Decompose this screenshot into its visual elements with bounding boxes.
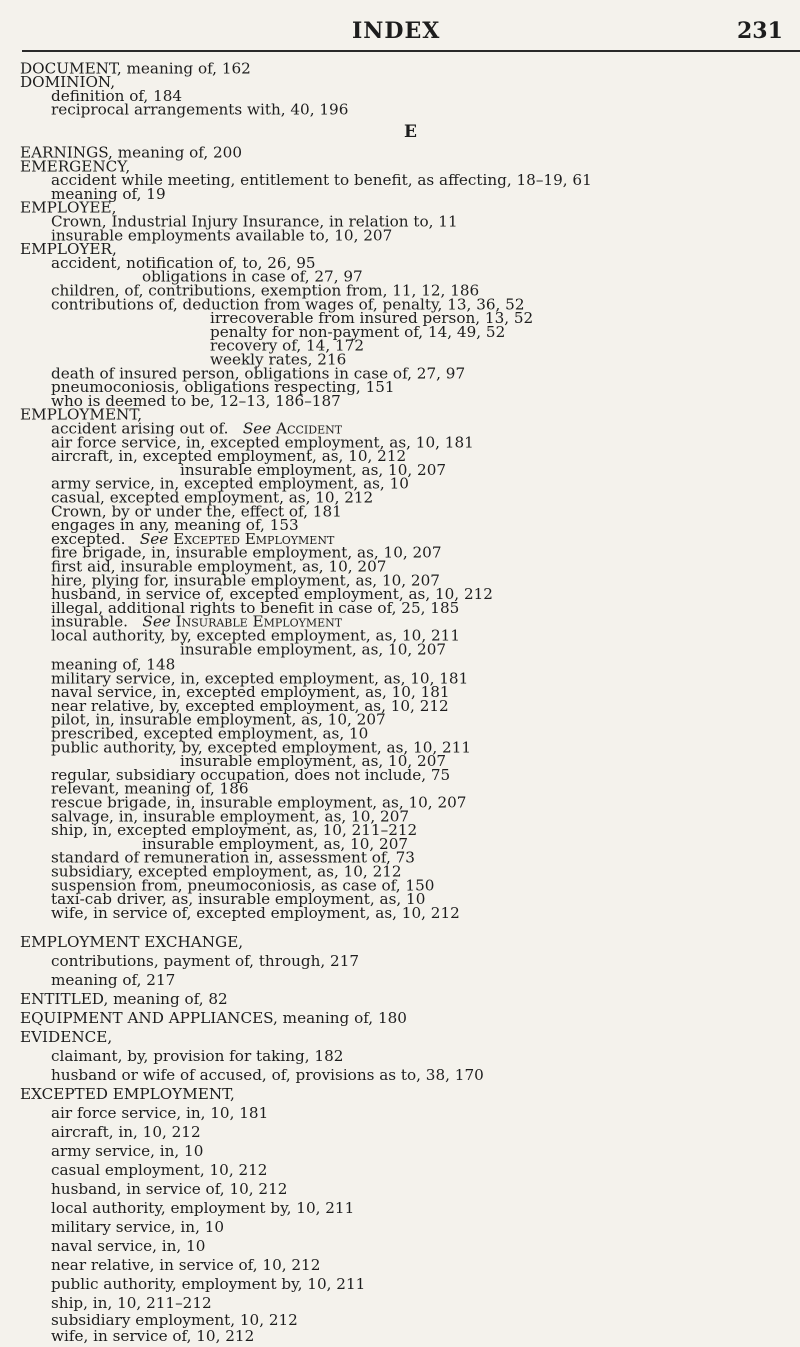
index-subentry: insurable employments available to, 10, 207 xyxy=(51,226,393,245)
index-subentry: Crown, Industrial Injury Insurance, in relation to, 11 xyxy=(51,212,458,231)
index-subentry: standard of remuneration in, assessment of, 73 xyxy=(51,848,415,867)
index-subentry: naval service, in, 10 xyxy=(51,1237,206,1255)
index-subentry: casual, excepted employment, as, 10, 212 xyxy=(51,488,374,507)
index-subentry: death of insured person, obligations in case of, 27, 97 xyxy=(51,364,466,383)
index-subentry: insurable employment, as, 10, 207 xyxy=(180,460,447,479)
index-subentry: contributions, payment of, through, 217 xyxy=(51,952,360,970)
index-subentry: ship, in, 10, 211–212 xyxy=(51,1294,212,1312)
index-subentry: aircraft, in, excepted employment, as, 10, 212 xyxy=(51,447,407,466)
index-heading: EMPLOYEE, xyxy=(20,198,117,217)
index-subentry: air force service, in, excepted employment, as, 10, 181 xyxy=(51,433,474,452)
index-subentry: husband, in service of, excepted employment, as, 10, 212 xyxy=(51,585,493,604)
header-rule xyxy=(22,50,800,52)
index-subentry: penalty for non-payment of, 14, 49, 52 xyxy=(210,322,506,341)
section-letter: E xyxy=(404,121,417,142)
index-subentry: subsidiary, excepted employment, as, 10, 212 xyxy=(51,862,402,881)
index-subentry: pneumoconiosis, obligations respecting, 151 xyxy=(51,378,395,397)
entry-text: insurable. xyxy=(51,612,128,631)
index-subentry: salvage, in, insurable employment, as, 10, 207 xyxy=(51,807,410,826)
index-subentry: local authority, employment by, 10, 211 xyxy=(51,1199,355,1217)
index-subentry: Crown, by or under the, effect of, 181 xyxy=(51,502,342,521)
index-subentry: husband, in service of, 10, 212 xyxy=(51,1180,288,1198)
index-subentry: recovery of, 14, 172 xyxy=(210,336,364,355)
index-subentry: who is deemed to be, 12–13, 186–187 xyxy=(51,391,341,410)
index-subentry: local authority, by, excepted employment, as, 10, 211 xyxy=(51,626,460,645)
index-subentry: near relative, by, excepted employment, as, 10, 212 xyxy=(51,696,449,715)
index-subentry: obligations in case of, 27, 97 xyxy=(142,267,363,286)
index-heading: EVIDENCE, xyxy=(20,1028,113,1046)
index-subentry: irrecoverable from insured person, 13, 52 xyxy=(210,309,534,328)
index-subentry: pilot, in, insurable employment, as, 10, 207 xyxy=(51,710,386,729)
index-subentry: fire brigade, in, insurable employment, as, 10, 207 xyxy=(51,543,442,562)
entry-text: accident arising out of. xyxy=(51,419,229,438)
index-subentry: military service, in, excepted employment, as, 10, 181 xyxy=(51,669,469,688)
see-reference: See xyxy=(242,419,272,438)
index-subentry: casual employment, 10, 212 xyxy=(51,1161,268,1179)
index-subentry: relevant, meaning of, 186 xyxy=(51,779,249,798)
index-subentry: wife, in service of, 10, 212 xyxy=(51,1327,255,1345)
index-heading: DOCUMENT, meaning of, 162 xyxy=(20,59,251,78)
index-subentry: aircraft, in, 10, 212 xyxy=(51,1123,201,1141)
index-subentry: definition of, 184 xyxy=(51,86,183,105)
index-heading: EMPLOYMENT EXCHANGE, xyxy=(20,933,244,951)
index-subentry: insurable employment, as, 10, 207 xyxy=(142,834,409,853)
index-subentry: meaning of, 148 xyxy=(51,655,176,674)
index-heading: EQUIPMENT AND APPLIANCES, meaning of, 180 xyxy=(20,1009,407,1027)
index-subentry: army service, in, 10 xyxy=(51,1142,204,1160)
index-subentry: illegal, additional rights to benefit in case of, 25, 185 xyxy=(51,598,460,617)
index-subentry: naval service, in, excepted employment, as, 10, 181 xyxy=(51,683,450,702)
index-subentry: insurable employment, as, 10, 207 xyxy=(180,640,447,659)
cross-reference: Insurable Employment xyxy=(175,612,343,631)
page-number: 231 xyxy=(737,18,783,44)
see-reference: See xyxy=(142,612,171,631)
index-subentry: rescue brigade, in, insurable employment, as, 10, 207 xyxy=(51,793,467,812)
index-heading: EARNINGS, meaning of, 200 xyxy=(20,143,242,162)
cross-reference: Accident xyxy=(276,419,343,438)
index-subentry: children, of, contributions, exemption from, 11, 12, 186 xyxy=(51,281,480,300)
see-reference: See xyxy=(139,529,169,548)
index-subentry: military service, in, 10 xyxy=(51,1218,225,1236)
index-subentry: meaning of, 217 xyxy=(51,971,176,989)
index-subentry: ship, in, excepted employment, as, 10, 211–212 xyxy=(51,821,418,840)
entry-text: excepted. xyxy=(51,529,126,548)
index-subentry: army service, in, excepted employment, as, 10 xyxy=(51,474,409,493)
index-subentry: regular, subsidiary occupation, does not include, 75 xyxy=(51,765,451,784)
index-heading: EXCEPTED EMPLOYMENT, xyxy=(20,1085,235,1103)
index-subentry: public authority, employment by, 10, 211 xyxy=(51,1275,366,1293)
index-subentry: accident while meeting, entitlement to benefit, as affecting, 18–19, 61 xyxy=(51,171,592,190)
index-subentry: reciprocal arrangements with, 40, 196 xyxy=(51,100,349,119)
index-heading: EMERGENCY, xyxy=(20,157,131,176)
index-subentry: insurable employment, as, 10, 207 xyxy=(180,752,447,771)
index-heading: ENTITLED, meaning of, 82 xyxy=(20,990,228,1008)
index-subentry: meaning of, 19 xyxy=(51,184,166,203)
index-subentry: weekly rates, 216 xyxy=(210,350,347,369)
index-subentry: contributions of, deduction from wages of, penalty, 13, 36, 52 xyxy=(51,295,525,314)
index-heading: DOMINION, xyxy=(20,73,116,92)
index-subentry: taxi-cab driver, as, insurable employment, as, 10 xyxy=(51,890,426,909)
index-subentry: subsidiary employment, 10, 212 xyxy=(51,1311,298,1329)
index-subentry: husband or wife of accused, of, provisions as to, 38, 170 xyxy=(51,1066,484,1084)
index-subentry: prescribed, excepted employment, as, 10 xyxy=(51,724,369,743)
index-heading: EMPLOYER, xyxy=(20,240,117,259)
index-subentry: first aid, insurable employment, as, 10, 207 xyxy=(51,557,387,576)
index-subentry: near relative, in service of, 10, 212 xyxy=(51,1256,321,1274)
index-subentry: suspension from, pneumoconiosis, as case of, 150 xyxy=(51,876,435,895)
index-subentry: claimant, by, provision for taking, 182 xyxy=(51,1047,344,1065)
index-subentry: public authority, by, excepted employment, as, 10, 211 xyxy=(51,738,472,757)
index-subentry: air force service, in, 10, 181 xyxy=(51,1104,269,1122)
page-header xyxy=(0,0,800,48)
index-subentry: accident, notification of, to, 26, 95 xyxy=(51,253,316,272)
index-subentry: hire, plying for, insurable employment, as, 10, 207 xyxy=(51,571,440,590)
index-subentry: engages in any, meaning of, 153 xyxy=(51,516,299,535)
index-subentry: wife, in service of, excepted employment, as, 10, 212 xyxy=(51,903,460,922)
index-heading: EMPLOYMENT, xyxy=(20,405,143,424)
cross-reference: Excepted Employment xyxy=(173,529,335,548)
page-title: INDEX xyxy=(352,18,441,44)
